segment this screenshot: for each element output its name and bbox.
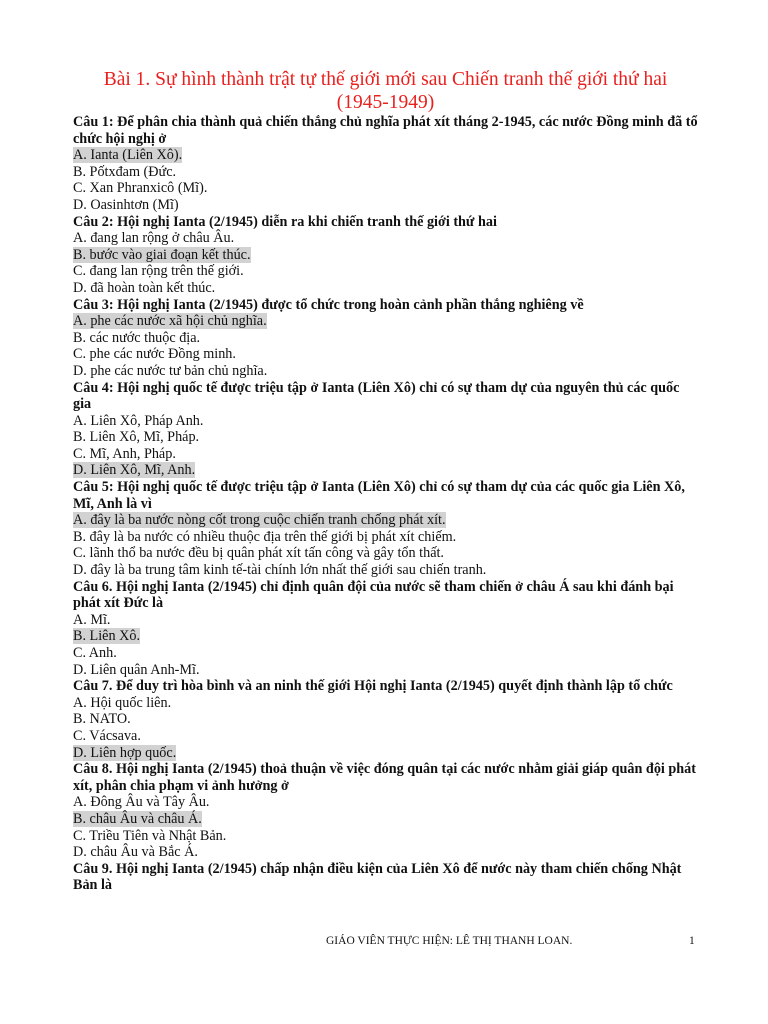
answer-option xyxy=(73,313,698,330)
question-text: Câu 5: Hội nghị quốc tế được triệu tập ở Ianta (Liên Xô) chỉ có sự tham dự của các quốc gia Liên Xô, Mĩ, Anh là vì xyxy=(73,479,685,512)
answer-option xyxy=(73,695,698,712)
answer-option xyxy=(73,828,698,845)
lesson-title xyxy=(73,68,698,114)
answer-option xyxy=(73,728,698,745)
answer-option xyxy=(73,263,698,280)
lesson-title-line1: Bài 1. Sự hình thành trật tự thế giới mới sau Chiến tranh thế giới thứ hai xyxy=(103,69,668,90)
answer-option-highlighted: A. phe các nước xã hội chủ nghĩa. xyxy=(73,313,267,330)
answer-option xyxy=(73,811,698,828)
answer-option xyxy=(73,562,698,579)
answer-option xyxy=(73,612,698,629)
answer-option-label: C. Triều Tiên và Nhật Bản. xyxy=(73,827,227,844)
answer-option xyxy=(73,545,698,562)
answer-option-label: A. Liên Xô, Pháp Anh. xyxy=(73,412,204,429)
answer-option-label: B. Liên Xô, Mĩ, Pháp. xyxy=(73,429,200,446)
answer-option-label: C. Mĩ, Anh, Pháp. xyxy=(73,445,176,462)
answer-option xyxy=(73,446,698,463)
answer-option-highlighted: B. bước vào giai đoạn kết thúc. xyxy=(73,246,251,263)
page-number: 1 xyxy=(689,935,695,947)
answer-option xyxy=(73,462,698,479)
question-text: Câu 4: Hội nghị quốc tế được triệu tập ở Ianta (Liên Xô) chỉ có sự tham dự của nguyên thủ các quốc gia xyxy=(73,379,680,413)
answer-option xyxy=(73,346,698,363)
answer-option xyxy=(73,645,698,662)
answer-option-label: C. lãnh thổ ba nước đều bị quân phát xít tấn công và gây tổn thất. xyxy=(73,545,444,562)
answer-option xyxy=(73,529,698,546)
question-text: Câu 8. Hội nghị Ianta (2/1945) thoả thuận về việc đóng quân tại các nước nhằm giải giáp quân đội phát xít, phân chia phạm vi ảnh hưởng ở xyxy=(73,761,697,794)
question-text: Câu 6. Hội nghị Ianta (2/1945) chỉ định quân đội của nước sẽ tham chiến ở châu Á sau khi đánh bại phát xít Đức là xyxy=(73,578,674,612)
answer-option-label: C. đang lan rộng trên thế giới. xyxy=(73,263,244,280)
answer-option xyxy=(73,147,698,164)
answer-option-label: B. các nước thuộc địa. xyxy=(73,329,201,346)
answer-option-label: A. Mĩ. xyxy=(73,611,111,628)
answer-option-highlighted: B. châu Âu và châu Á. xyxy=(73,810,202,827)
lesson-title-line2: (1945-1949) xyxy=(336,92,435,113)
answer-option xyxy=(73,429,698,446)
question-text: Câu 3: Hội nghị Ianta (2/1945) được tổ chức trong hoàn cảnh phần thắng nghiêng về xyxy=(73,296,584,313)
answer-option xyxy=(73,363,698,380)
answer-option xyxy=(73,512,698,529)
answer-option-label: A. Đông Âu và Tây Âu. xyxy=(73,794,210,811)
answer-option-label: D. đây là ba trung tâm kinh tế-tài chính lớn nhất thế giới sau chiến tranh. xyxy=(73,562,487,579)
answer-option-label: D. châu Âu và Bắc Á. xyxy=(73,844,198,861)
answer-option-label: D. đã hoàn toàn kết thúc. xyxy=(73,279,216,296)
answer-option xyxy=(73,247,698,264)
question-list xyxy=(73,114,698,894)
answer-option-label: C. Vácsava. xyxy=(73,727,141,744)
answer-option xyxy=(73,280,698,297)
answer-option xyxy=(73,164,698,181)
answer-option xyxy=(73,711,698,728)
answer-option xyxy=(73,844,698,861)
answer-option-highlighted: D. Liên hợp quốc. xyxy=(73,744,177,761)
answer-option xyxy=(73,745,698,762)
answer-option-label: D. Liên quân Anh-Mĩ. xyxy=(73,661,200,678)
answer-option xyxy=(73,330,698,347)
answer-option xyxy=(73,628,698,645)
answer-option-label: C. phe các nước Đồng minh. xyxy=(73,346,236,363)
answer-option-highlighted: B. Liên Xô. xyxy=(73,628,140,645)
answer-option-label: B. NATO. xyxy=(73,711,131,728)
question-text: Câu 1: Để phân chia thành quả chiến thắng chủ nghĩa phát xít tháng 2-1945, các nước Đồng minh đã tổ chức hội nghị ở xyxy=(73,114,698,147)
answer-option-highlighted: A. đây là ba nước nòng cốt trong cuộc chiến tranh chống phát xít. xyxy=(73,512,446,529)
answer-option-label: A. đang lan rộng ở châu Âu. xyxy=(73,230,235,247)
answer-option-highlighted: A. Ianta (Liên Xô). xyxy=(73,147,183,164)
answer-option-label: A. Hội quốc liên. xyxy=(73,694,172,711)
answer-option xyxy=(73,794,698,811)
question-text: Câu 9. Hội nghị Ianta (2/1945) chấp nhận điều kiện của Liên Xô để nước này tham chiến chống Nhật Bản là xyxy=(73,860,682,894)
answer-option-label: D. Oasinhtơn (Mĩ) xyxy=(73,196,179,213)
answer-option-label: D. phe các nước tư bản chủ nghĩa. xyxy=(73,362,268,379)
answer-option xyxy=(73,413,698,430)
answer-option xyxy=(73,662,698,679)
answer-option xyxy=(73,230,698,247)
question-text: Câu 2: Hội nghị Ianta (2/1945) diễn ra khi chiến tranh thế giới thứ hai xyxy=(73,213,497,230)
teacher-credit: GIÁO VIÊN THỰC HIỆN: LÊ THỊ THANH LOAN. xyxy=(326,935,573,947)
answer-option xyxy=(73,180,698,197)
answer-option-highlighted: D. Liên Xô, Mĩ, Anh. xyxy=(73,462,196,479)
answer-option-label: B. Pốtxđam (Đức. xyxy=(73,163,177,180)
answer-option-label: C. Anh. xyxy=(73,645,117,661)
answer-option-label: C. Xan Phranxicô (Mĩ). xyxy=(73,180,208,197)
answer-option-label: B. đây là ba nước có nhiều thuộc địa trên thế giới bị phát xít chiếm. xyxy=(73,528,457,545)
document-body xyxy=(73,68,698,894)
question-text: Câu 7. Để duy trì hòa bình và an ninh thế giới Hội nghị Ianta (2/1945) quyết định thành lập tổ chức xyxy=(73,678,673,695)
answer-option xyxy=(73,197,698,214)
